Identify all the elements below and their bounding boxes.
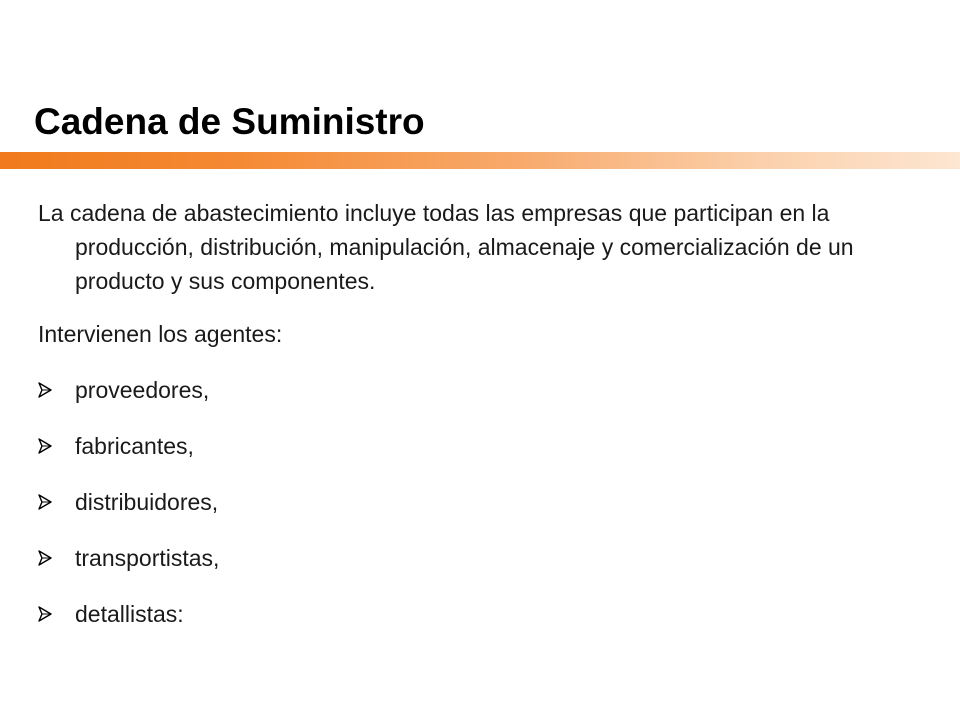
- agent-list: [38, 373, 930, 631]
- list-item: [38, 485, 930, 519]
- arrowhead-bullet-icon: [38, 494, 75, 510]
- list-item: [38, 373, 930, 407]
- arrowhead-bullet-icon: [38, 550, 75, 566]
- list-item: [38, 429, 930, 463]
- list-item: [38, 541, 930, 575]
- slide-body: [38, 196, 930, 653]
- arrowhead-bullet-icon: [38, 438, 75, 454]
- arrowhead-bullet-icon: [38, 382, 75, 398]
- description-paragraph: La cadena de abastecimiento incluye todas las empresas que participan en la producción, distribución, manipulación, almacenaje y comercialización de un producto y sus componentes.: [38, 200, 854, 294]
- title-accent-bar: [0, 152, 960, 169]
- agent-label: fabricantes,: [75, 433, 194, 459]
- slide-title: Cadena de Suministro: [34, 101, 425, 142]
- agent-label: transportistas,: [75, 545, 220, 571]
- agent-label: distribuidores,: [75, 489, 219, 515]
- agent-label: proveedores,: [75, 377, 210, 403]
- agent-label: detallistas:: [75, 601, 184, 627]
- agents-intro: Intervienen los agentes:: [38, 321, 283, 347]
- arrowhead-bullet-icon: [38, 606, 75, 622]
- list-item: [38, 597, 930, 631]
